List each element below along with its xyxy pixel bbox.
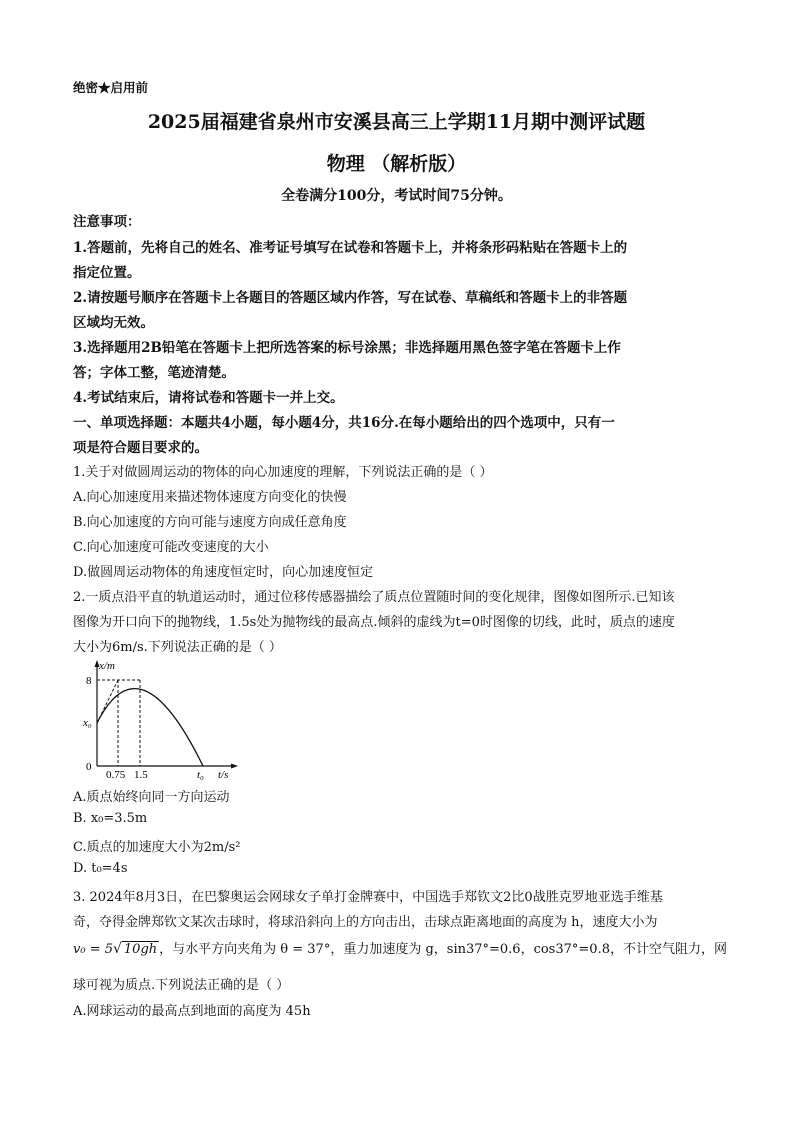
x-axis-arrow bbox=[231, 764, 238, 769]
question-1-option-c: C.向心加速度可能改变速度的大小 bbox=[73, 540, 269, 555]
x-tick-1.5: 1.5 bbox=[134, 769, 148, 780]
question-3-stem: 3. 2024年8月3日，在巴黎奥运会网球女子单打金牌赛中，中国选手郑钦文2比0战胜克罗地亚选手维基 bbox=[73, 890, 663, 905]
position-time-graph bbox=[78, 660, 238, 780]
sqrt-radicand: 10gh bbox=[123, 942, 158, 957]
note-line: 1.答题前，先将自己的姓名、准考证号填写在试卷和答题卡上，并将条形码粘贴在答题卡上的 bbox=[73, 240, 628, 256]
formula-rest: ，与水平方向夹角为 θ = 37°，重力加速度为 g，sin37°=0.6，cos37°=0.8，不计空气阻力，网 bbox=[159, 942, 727, 957]
question-3-formula-line: v₀ = 5√ 10gh ，与水平方向夹角为 θ = 37°，重力加速度为 g，sin37°=0.6，cos37°=0.8，不计空气阻力，网 bbox=[73, 938, 727, 957]
question-1-stem: 1.关于对做圆周运动的物体的向心加速度的理解，下列说法正确的是（ ） bbox=[73, 465, 493, 480]
question-2-stem: 图像为开口向下的抛物线，1.5s处为抛物线的最高点.倾斜的虚线为t=0时图像的切线，此时，质点的速度 bbox=[73, 615, 675, 630]
question-2-stem: 2.一质点沿平直的轨道运动时，通过位移传感器描绘了质点位置随时间的变化规律，图像如图所示.已知该 bbox=[73, 590, 675, 605]
note-line: 3.选择题用2B铅笔在答题卡上把所选答案的标号涂黑；非选择题用黑色签字笔在答题卡上作 bbox=[73, 340, 621, 356]
v0-formula: v₀ = 5 bbox=[73, 942, 113, 957]
question-2-option-a: A.质点始终向同一方向运动 bbox=[73, 790, 230, 805]
y-tick-8: 8 bbox=[86, 675, 92, 687]
note-line: 2.请按题号顺序在答题卡上各题目的答题区域内作答，写在试卷、草稿纸和答题卡上的非答题 bbox=[73, 290, 628, 306]
note-line: 指定位置。 bbox=[73, 265, 141, 281]
y-axis-label: x/m bbox=[99, 660, 115, 672]
origin-label: 0 bbox=[86, 761, 92, 773]
x-tick-t0: t₀ bbox=[197, 769, 204, 780]
exam-title: 2025届福建省泉州市安溪县高三上学期11月期中测评试题 bbox=[147, 111, 646, 133]
question-2-option-c: C.质点的加速度大小为2m/s² bbox=[73, 840, 241, 855]
exam-subtitle: 物理 （解析版） bbox=[326, 153, 467, 175]
question-2-option-d: D. t₀=4s bbox=[73, 861, 128, 876]
question-1-option-b: B.向心加速度的方向可能与速度方向成任意角度 bbox=[73, 515, 347, 530]
question-3-option-a: A.网球运动的最高点到地面的高度为 45h bbox=[73, 1004, 311, 1019]
section-heading: 一、单项选择题：本题共4小题，每小题4分，共16分.在每小题给出的四个选项中，只有一 bbox=[73, 415, 615, 431]
score-info: 全卷满分100分，考试时间75分钟。 bbox=[281, 188, 512, 204]
section-heading: 项是符合题目要求的。 bbox=[73, 440, 208, 456]
notes-heading: 注意事项： bbox=[73, 214, 141, 230]
parabola-curve bbox=[97, 689, 203, 766]
note-line: 4.考试结束后，请将试卷和答题卡一并上交。 bbox=[73, 390, 344, 406]
note-line: 区域均无效。 bbox=[73, 315, 154, 331]
x-tick-0.75: 0.75 bbox=[106, 769, 126, 780]
x0-label: x₀ bbox=[83, 717, 92, 729]
x-axis-label: t/s bbox=[218, 769, 229, 780]
question-3-stem: 奇，夺得金牌郑钦文某次击球时，将球沿斜向上的方向击出，击球点距离地面的高度为 h，速度大小为 bbox=[73, 915, 658, 930]
question-1-option-d: D.做圆周运动物体的角速度恒定时，向心加速度恒定 bbox=[73, 565, 374, 580]
question-3-stem-end: 球可视为质点.下列说法正确的是（ ） bbox=[73, 978, 290, 993]
note-line: 答；字体工整，笔迹清楚。 bbox=[73, 365, 235, 381]
question-2-option-b: B. x₀=3.5m bbox=[73, 811, 148, 826]
confidential-label: 绝密★启用前 bbox=[73, 80, 149, 95]
question-2-stem: 大小为6m/s.下列说法正确的是（ ） bbox=[73, 640, 282, 655]
question-1-option-a: A.向心加速度用来描述物体速度方向变化的快慢 bbox=[73, 490, 347, 505]
